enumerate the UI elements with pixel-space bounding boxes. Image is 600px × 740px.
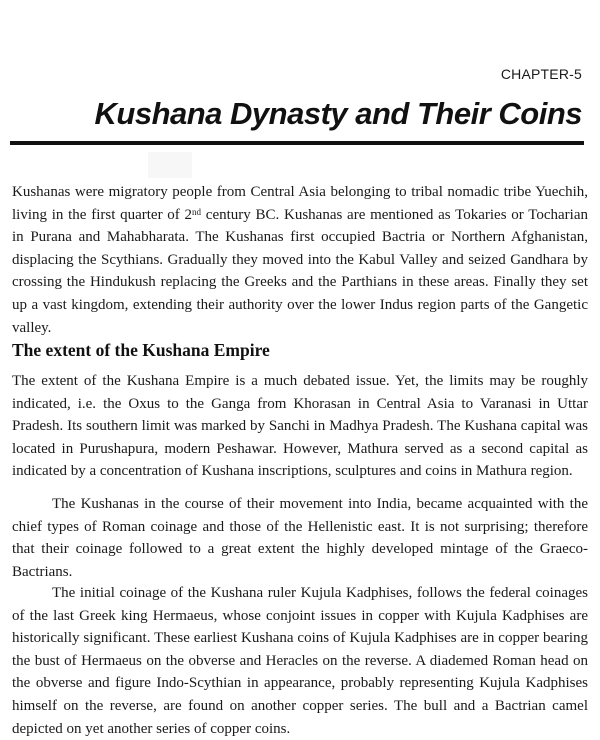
- body-paragraph: The initial coinage of the Kushana ruler Kujula Kadphises, follows the federal coinages of the last Greek king Hermaeus, whose conjoint issues in copper with Kujula Kadphises are historically significant. These earliest Kushana coins of Kujula Kadphises are in copper bearing the bust of Hermaeus on the obverse and Heracles on the reverse. A diademed Roman head on the obverse and figure Indo-Scythian in appearance, probably representing Kujula Kadphises himself on the reverse, are found on another copper series. The bull and a Bactrian camel depicted on yet another series of copper coins.: [12, 585, 588, 737]
- scan-smudge: [148, 152, 192, 178]
- section-heading: The extent of the Kushana Empire: [12, 340, 270, 360]
- body-paragraph: The extent of the Kushana Empire is a much debated issue. Yet, the limits may be roughly indicated, i.e. the Oxus to the Ganga from Khorasan in Central Asia to Varanasi in Uttar Pradesh. Its southern limit was marked by Sanchi in Madhya Pradesh. The Kushana capital was located in Purushapura, modern Peshawar. However, Mathura served as a second capital as indicated by a concentration of Kushana inscriptions, sculptures and coins in Mathura region.: [12, 373, 588, 480]
- body-paragraph: The Kushanas in the course of their movement into India, became acquainted with the chief types of Roman coinage and those of the Hellenistic east. It is not surprising; therefore that their coinage followed to a great extent the highly developed mintage of the Graeco-Bactrians.: [12, 496, 588, 580]
- ordinal-superscript: nd: [192, 206, 202, 217]
- title-underline-rule: [10, 141, 584, 145]
- chapter-label: CHAPTER-5: [500, 66, 582, 82]
- intro-text-end: century BC. Kushanas are mentioned as Tokaries or Tocharian in Purana and Mahabharata. The Kushanas first occupied Bactria or Northern Afghanistan, displacing the Scythians. Gradually they moved into the Kabul Valley and seized Gandhara by crossing the Hindukush replacing the Greeks and the Parthians in these areas. Finally they set up a vast kingdom, extending their authority over the lower Indus region parts of the Gangetic valley.: [12, 206, 588, 336]
- intro-text-start: Kushanas were migratory people from Central Asia belonging to tribal nomadic tribe Yuechih, living in the first quarter of 2: [12, 184, 588, 223]
- chapter-title: Kushana Dynasty and Their Coins: [94, 96, 582, 131]
- intro-paragraph: [12, 181, 588, 339]
